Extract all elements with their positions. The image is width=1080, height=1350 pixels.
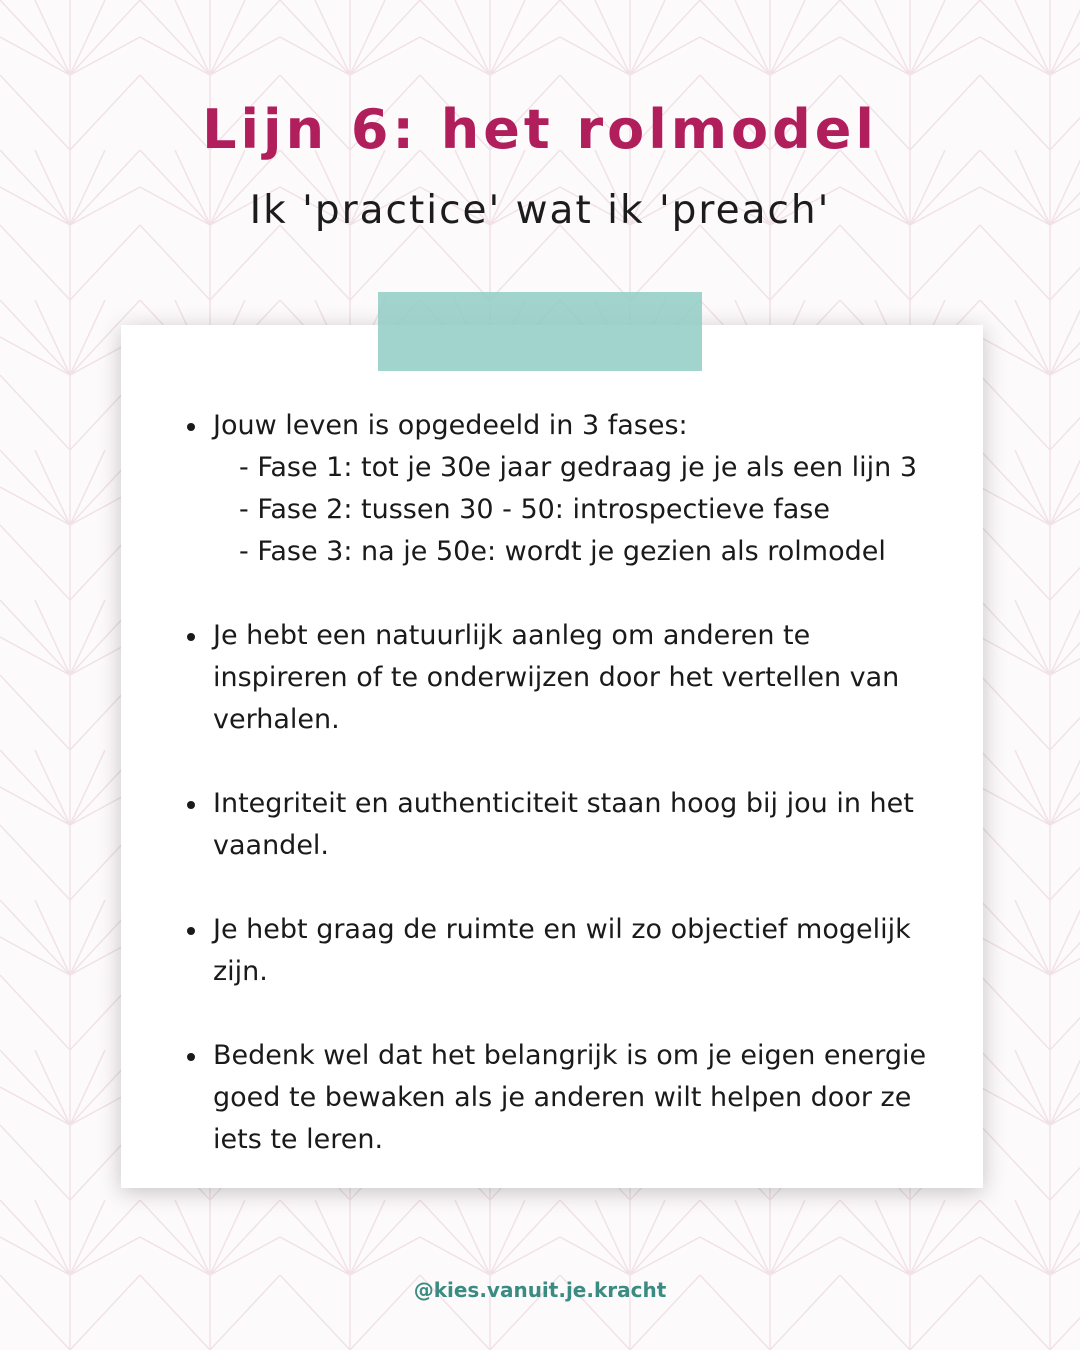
bullet-item-energy bbox=[183, 1035, 943, 1161]
bullet-text: Integriteit en authenticiteit staan hoog bij jou in het vaandel. bbox=[213, 788, 914, 861]
phase-item-2: - Fase 2: tussen 30 - 50: introspectieve fase bbox=[239, 494, 830, 525]
bullet-dot-icon bbox=[187, 801, 195, 809]
bullet-item-phases bbox=[183, 405, 943, 573]
bullet-item-inspire bbox=[183, 615, 943, 741]
bullet-list bbox=[183, 405, 943, 1161]
page-subtitle: Ik 'practice' wat ik 'preach' bbox=[249, 188, 831, 233]
page-title: Lijn 6: het rolmodel bbox=[202, 98, 878, 161]
bullet-dot-icon bbox=[187, 1053, 195, 1061]
bullet-item-space bbox=[183, 909, 943, 993]
tape-decoration bbox=[378, 292, 702, 371]
bullet-text: Bedenk wel dat het belangrijk is om je eigen energie goed te bewaken als je anderen wilt helpen door ze iets te leren. bbox=[213, 1040, 927, 1155]
bullet-dot-icon bbox=[187, 633, 195, 641]
bullet-item-integrity bbox=[183, 783, 943, 867]
social-handle: @kies.vanuit.je.kracht bbox=[413, 1278, 667, 1302]
phase-item-3: - Fase 3: na je 50e: wordt je gezien als rolmodel bbox=[239, 536, 886, 567]
bullet-text: Jouw leven is opgedeeld in 3 fases: bbox=[213, 410, 688, 441]
bullet-dot-icon bbox=[187, 927, 195, 935]
bullet-text: Je hebt graag de ruimte en wil zo objectief mogelijk zijn. bbox=[213, 914, 911, 987]
bullet-dot-icon bbox=[187, 423, 195, 431]
bullet-text: Je hebt een natuurlijk aanleg om anderen te inspireren of te onderwijzen door het vertellen van verhalen. bbox=[213, 620, 900, 735]
phase-list bbox=[213, 447, 943, 573]
phase-item-1: - Fase 1: tot je 30e jaar gedraag je je als een lijn 3 bbox=[239, 452, 918, 483]
